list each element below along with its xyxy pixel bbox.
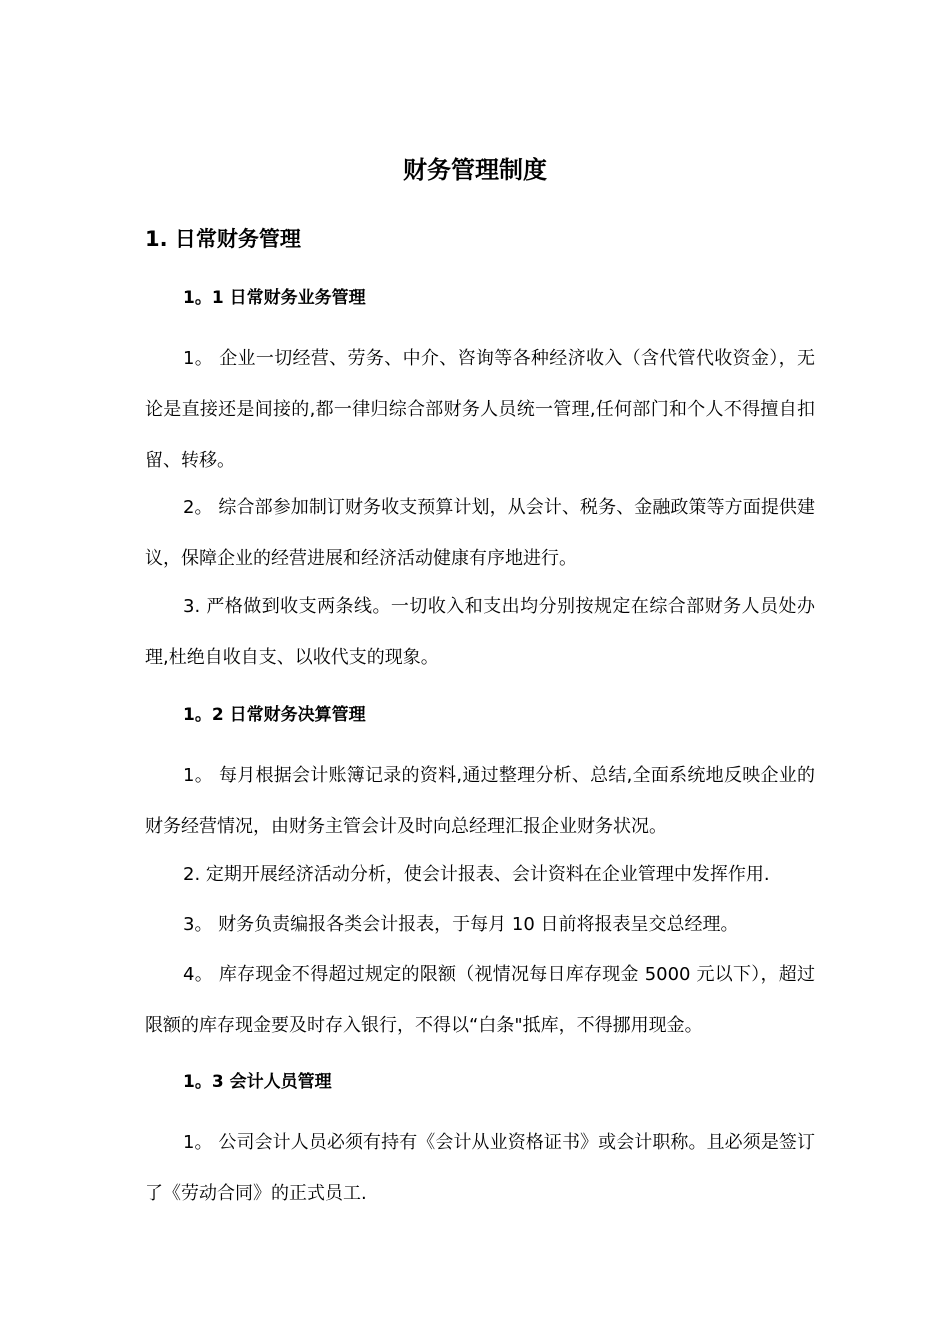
paragraph: 3。 财务负责编报各类会计报表，于每月 10 日前将报表呈交总经理。 (183, 914, 739, 935)
subsection-heading: 1。3 会计人员管理 (183, 1072, 332, 1092)
paragraph: 1。 企业一切经营、劳务、中介、咨询等各种经济收入（含代管代收资金），无论是直接还是间接的,都一律归综合部财务人员统一管理,任何部门和个人不得擅自扣留、转移。 (145, 348, 815, 471)
section-heading: 1. 日常财务管理 (145, 227, 301, 251)
paragraph: 1。 每月根据会计账簿记录的资料,通过整理分析、总结,全面系统地反映企业的财务经营情况，由财务主管会计及时向总经理汇报企业财务状况。 (145, 765, 815, 837)
paragraph: 1。 公司会计人员必须有持有《会计从业资格证书》或会计职称。且必须是签订了《劳动合同》的正式员工. (145, 1132, 815, 1204)
subsection-heading: 1。1 日常财务业务管理 (183, 288, 366, 308)
subsection-heading: 1。2 日常财务决算管理 (183, 705, 366, 725)
document-title: 财务管理制度 (403, 156, 547, 184)
paragraph: 2。 综合部参加制订财务收支预算计划，从会计、税务、金融政策等方面提供建议，保障企业的经营进展和经济活动健康有序地进行。 (145, 497, 815, 569)
paragraph: 2. 定期开展经济活动分析，使会计报表、会计资料在企业管理中发挥作用. (183, 864, 770, 885)
paragraph: 4。 库存现金不得超过规定的限额（视情况每日库存现金 5000 元以下），超过限额的库存现金要及时存入银行，不得以“白条"抵库，不得挪用现金。 (145, 964, 815, 1036)
paragraph: 3. 严格做到收支两条线。一切收入和支出均分别按规定在综合部财务人员处办理,杜绝自收自支、以收代支的现象。 (145, 596, 815, 668)
